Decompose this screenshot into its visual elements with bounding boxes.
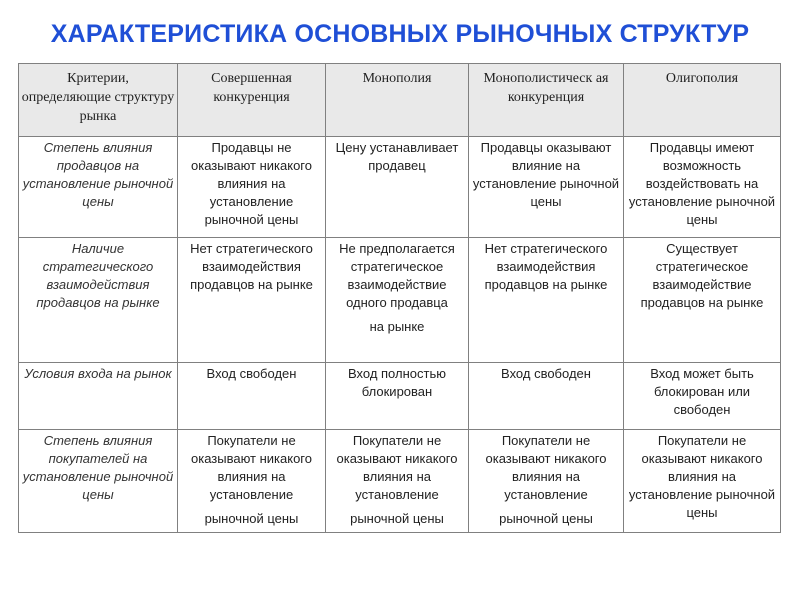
criterion-seller-price-influence: Степень влияния продавцов на установление рыночной цены bbox=[19, 137, 178, 238]
table-row bbox=[19, 238, 781, 363]
header-criteria: Критерии, определяющие структуру рынка bbox=[19, 64, 178, 137]
cell-tail: рыночной цены bbox=[204, 511, 299, 526]
cell-text: Покупатели не оказывают никакого влияния на установление bbox=[485, 433, 607, 502]
cell-perfect-competition: Вход свободен bbox=[178, 363, 326, 430]
header-perfect-competition: Совершенная конкуренция bbox=[178, 64, 326, 137]
table-row bbox=[19, 430, 781, 533]
cell-monopolistic-competition: Продавцы оказывают влияние на установление рыночной цены bbox=[469, 137, 624, 238]
market-structures-table bbox=[18, 63, 781, 533]
header-monopoly: Монополия bbox=[326, 64, 469, 137]
cell-monopoly bbox=[326, 238, 469, 363]
cell-oligopoly: Существует стратегическое взаимодействие продавцов на рынке bbox=[624, 238, 781, 363]
cell-monopoly: Вход полностью блокирован bbox=[326, 363, 469, 430]
cell-perfect-competition: Нет стратегического взаимодействия продавцов на рынке bbox=[178, 238, 326, 363]
cell-oligopoly: Покупатели не оказывают никакого влияния на установление рыночной цены bbox=[624, 430, 781, 533]
criterion-buyer-price-influence: Степень влияния покупателей на установление рыночной цены bbox=[19, 430, 178, 533]
table-header-row bbox=[19, 64, 781, 137]
header-monopolistic-competition: Монополистическ ая конкуренция bbox=[469, 64, 624, 137]
header-oligopoly: Олигополия bbox=[624, 64, 781, 137]
cell-oligopoly: Продавцы имеют возможность воздействовать на установление рыночной цены bbox=[624, 137, 781, 238]
cell-tail: рыночной цены bbox=[499, 511, 593, 526]
criterion-strategic-interaction: Наличие стратегического взаимодействия продавцов на рынке bbox=[19, 238, 178, 363]
cell-monopolistic-competition: Вход свободен bbox=[469, 363, 624, 430]
cell-perfect-competition: Продавцы не оказывают никакого влияния на установление рыночной цены bbox=[178, 137, 326, 238]
cell-monopoly-tail: на рынке bbox=[369, 319, 425, 334]
cell-oligopoly: Вход может быть блокирован или свободен bbox=[624, 363, 781, 430]
criterion-market-entry: Условия входа на рынок bbox=[19, 363, 178, 430]
cell-tail: рыночной цены bbox=[350, 511, 444, 526]
cell-monopolistic-competition: Нет стратегического взаимодействия продавцов на рынке bbox=[469, 238, 624, 363]
page-title: ХАРАКТЕРИСТИКА ОСНОВНЫХ РЫНОЧНЫХ СТРУКТУР bbox=[50, 20, 750, 48]
table-row bbox=[19, 137, 781, 238]
cell-monopolistic-competition bbox=[469, 430, 624, 533]
table-row bbox=[19, 363, 781, 430]
cell-monopoly bbox=[326, 430, 469, 533]
cell-monopoly-text: Не предполагается стратегическое взаимодействие одного продавца bbox=[339, 241, 455, 310]
cell-perfect-competition bbox=[178, 430, 326, 533]
cell-text: Покупатели не оказывают никакого влияния на установление bbox=[190, 433, 312, 502]
cell-text: Покупатели не оказывают никакого влияния на установление bbox=[336, 433, 458, 502]
cell-monopoly: Цену устанавливает продавец bbox=[326, 137, 469, 238]
